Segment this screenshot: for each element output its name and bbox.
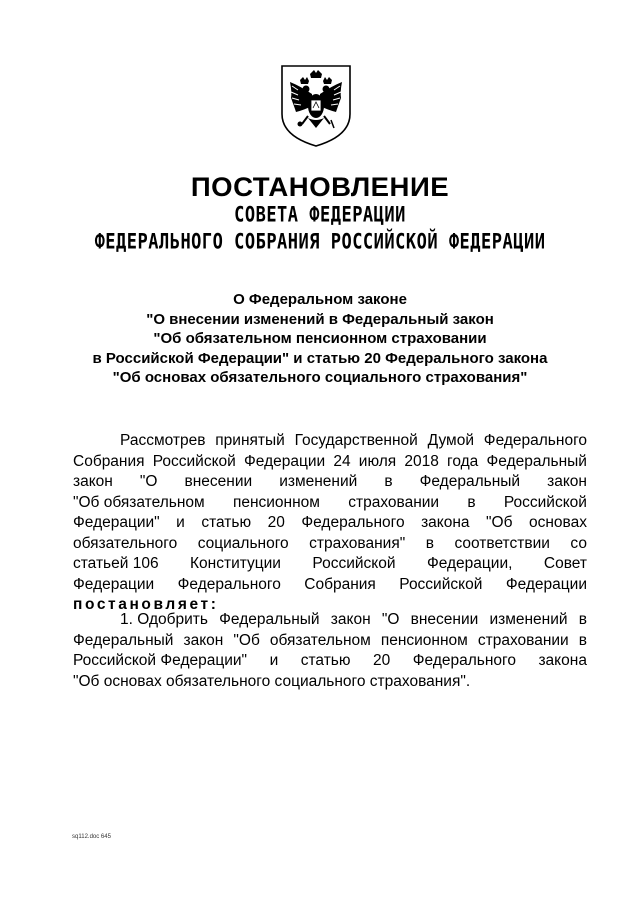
word: Федерации, (426, 555, 513, 572)
word: Федерации (244, 452, 326, 470)
document-code: sq112.doc 645 (72, 834, 111, 840)
word: закона (421, 514, 470, 531)
text-line (73, 610, 587, 631)
word: страховании (348, 493, 440, 511)
word: Собрания (73, 452, 145, 470)
issuer-line-1: СОВЕТА ФЕДЕРАЦИИ (234, 202, 406, 228)
word: Российской (312, 555, 396, 572)
word: 20 (267, 514, 285, 531)
text-line (73, 672, 587, 693)
word: основах (528, 514, 587, 531)
word: внесении (184, 473, 253, 490)
word: внесении (410, 611, 479, 628)
text-line (73, 452, 587, 473)
document-title: ПОСТАНОВЛЕНИЕ (190, 172, 450, 202)
law-title-line: "Об основах обязательного социального страхования" (112, 369, 528, 386)
word: Федеральный (73, 631, 174, 649)
word: в (384, 473, 393, 490)
word: со (570, 534, 587, 552)
word: пенсионном (232, 493, 320, 511)
word: июля (358, 452, 397, 470)
word: 1. Одобрить (120, 611, 208, 628)
word: "Об обязательном (73, 493, 205, 511)
word: Федерации (73, 575, 155, 593)
law-title-line: в Российской Федерации" и статью 20 Федерального закона (92, 349, 548, 367)
text-line (73, 631, 587, 652)
law-title-line: "Об обязательном пенсионном страховании (153, 330, 487, 347)
word: закон (330, 611, 371, 628)
word: закон (547, 473, 587, 490)
word: в (578, 631, 587, 649)
issuer-line-2: ФЕДЕРАЛЬНОГО СОБРАНИЯ РОССИЙСКОЙ ФЕДЕРАЦИИ (94, 229, 546, 255)
word: Федерального (177, 575, 281, 593)
text-line (73, 513, 587, 534)
word: обязательном (269, 631, 371, 649)
word: социального (197, 534, 289, 552)
word: 20 (373, 652, 391, 669)
word: 2018 (404, 452, 439, 470)
word: Российской (503, 493, 587, 511)
word: закон (73, 473, 113, 490)
word: принятый (215, 432, 285, 449)
word: Думой (427, 432, 474, 449)
word: Федерации (505, 575, 587, 593)
text-line (73, 651, 587, 672)
law-title-line: О Федеральном законе (233, 291, 407, 308)
word: закон (183, 631, 224, 649)
word: в (425, 534, 434, 552)
word: Российской Федерации" (73, 652, 248, 669)
word: Совет (543, 555, 587, 572)
word: Конституции (190, 555, 281, 572)
word: Федерации" (73, 514, 160, 531)
word: страхования" (309, 534, 406, 552)
word: "Об (233, 631, 260, 649)
word: "Об (486, 514, 513, 531)
word: обязательного (73, 534, 178, 552)
word: и (176, 514, 185, 531)
text-line (73, 554, 587, 575)
word: Российской (399, 575, 483, 593)
word: Рассмотрев (120, 432, 206, 449)
word: в (578, 611, 587, 628)
word: изменений (489, 611, 568, 628)
word: Государственной (294, 432, 418, 449)
word: Федеральный (219, 611, 320, 628)
law-title (0, 290, 640, 388)
text-line (73, 493, 587, 514)
law-title-line: "О внесении изменений в Федеральный закон (146, 310, 494, 328)
text-line (73, 534, 587, 555)
word: 24 (333, 452, 351, 470)
word: страховании (477, 631, 569, 649)
word: "Об основах обязательного социального страхования". (73, 672, 471, 690)
preamble-paragraph (73, 431, 587, 616)
word: Федеральный (486, 452, 587, 470)
word: "О (381, 611, 400, 628)
word: изменений (279, 473, 358, 490)
text-line (73, 431, 587, 452)
word: года (447, 452, 479, 470)
text-line (73, 575, 587, 596)
word: статью (300, 652, 351, 669)
word: "О (139, 473, 158, 490)
word: Федерального (412, 652, 516, 669)
word: Федерального (301, 514, 405, 531)
resolution-item-1 (73, 610, 587, 692)
text-line (73, 472, 587, 493)
word: Российской (152, 452, 236, 470)
word: в (467, 493, 476, 511)
word: Собрания (304, 575, 376, 593)
word: Федеральный (419, 473, 521, 490)
word: статью (201, 514, 252, 531)
resolves-word: постановляет: (73, 596, 219, 613)
russian-coat-of-arms-icon (274, 62, 358, 148)
word: статьей 106 (73, 555, 159, 572)
word: соответствии (454, 534, 550, 552)
word: закона (538, 652, 587, 669)
word: пенсионном (380, 631, 468, 649)
word: Федерального (483, 432, 587, 449)
word: и (269, 652, 279, 669)
